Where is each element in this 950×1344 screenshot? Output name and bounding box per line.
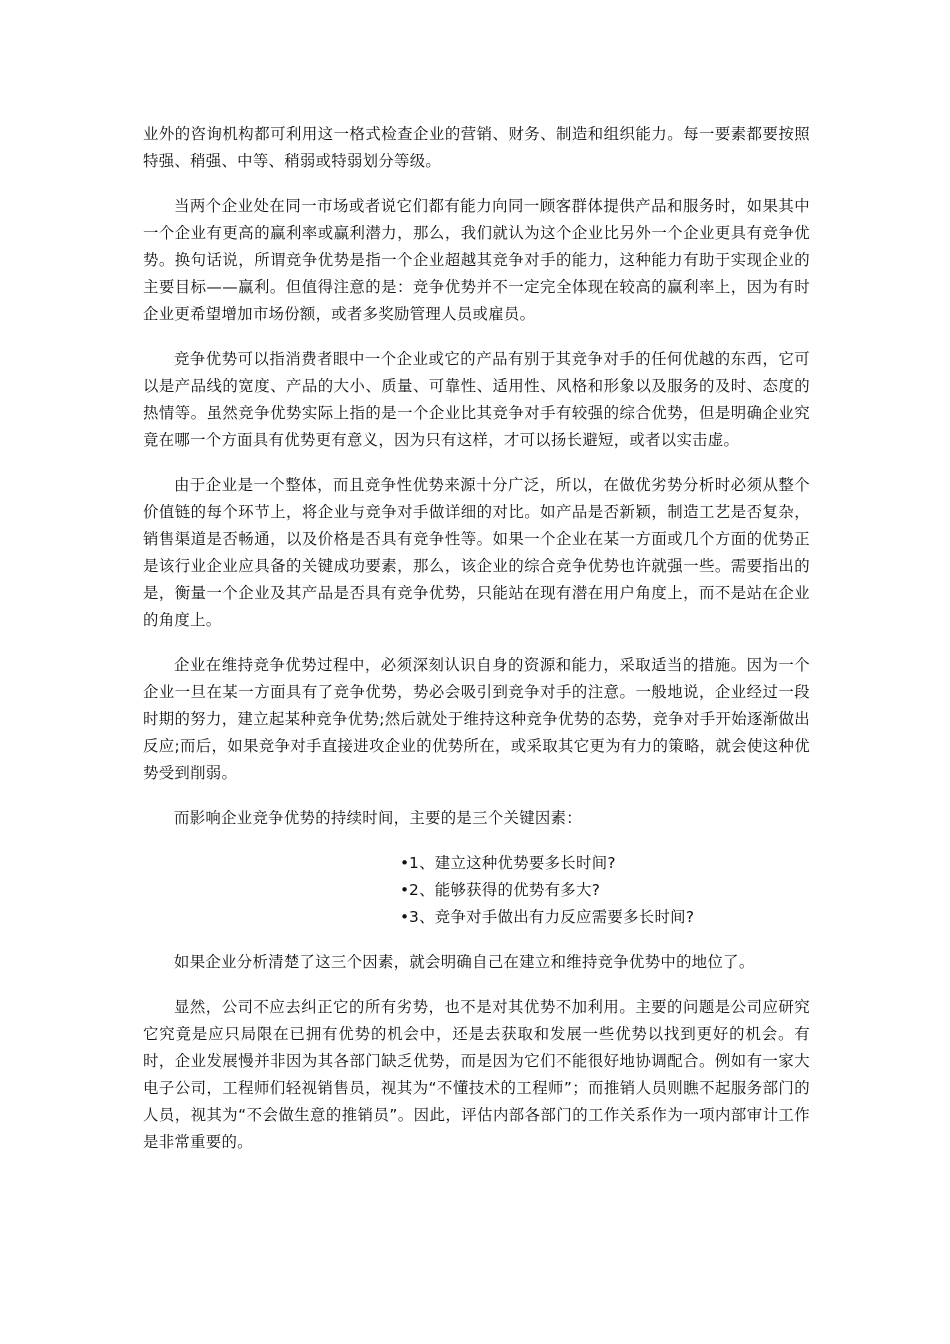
paragraph-5: 企业在维持竞争优势过程中，必须深刻认识自身的资源和能力，采取适当的措施。因为一个企业一旦在某一方面具有了竞争优势，势必会吸引到竞争对手的注意。一般地说，企业经过一段时期的努力，建立起某种竞争优势;然后就处于维持这种竞争优势的态势，竞争对手开始逐渐做出反应;而后，如果竞争对手直接进攻企业的优势所在，或采取其它更为有力的策略，就会使这种优势受到削弱。 xyxy=(143,656,810,782)
paragraph-7: 如果企业分析清楚了这三个因素，就会明确自己在建立和维持竞争优势中的地位了。 xyxy=(174,953,755,971)
paragraph-6: 而影响企业竞争优势的持续时间，主要的是三个关键因素： xyxy=(174,809,582,827)
paragraph-1: 业外的咨询机构都可利用这一格式检查企业的营销、财务、制造和组织能力。每一要素都要按照特强、稍强、中等、稍弱或特弱划分等级。 xyxy=(143,125,810,170)
list-item xyxy=(400,877,810,904)
bullet-icon: • xyxy=(400,908,410,926)
document-page xyxy=(143,121,810,1156)
list-item xyxy=(400,904,810,931)
paragraph-8: 显然，公司不应去纠正它的所有劣势，也不是对其优势不加利用。主要的问题是公司应研究它究竟是应只局限在已拥有优势的机会中，还是去获取和发展一些优势以找到更好的机会。有时，企业发展慢并非因为其各部门缺乏优势，而是因为它们不能很好地协调配合。例如有一家大电子公司，工程师们轻视销售员，视其为“不懂技术的工程师”；而推销人员则瞧不起服务部门的人员，视其为“不会做生意的推销员”。因此，评估内部各部门的工作关系作为一项内部审计工作是非常重要的。 xyxy=(143,998,810,1151)
list-item-text: 2、能够获得的优势有多大? xyxy=(409,881,601,899)
paragraph-4: 由于企业是一个整体，而且竞争性优势来源十分广泛，所以，在做优劣势分析时必须从整个价值链的每个环节上，将企业与竞争对手做详细的对比。如产品是否新颖，制造工艺是否复杂，销售渠道是否畅通，以及价格是否具有竞争性等。如果一个企业在某一方面或几个方面的优势正是该行业企业应具备的关键成功要素，那么，该企业的综合竞争优势也许就强一些。需要指出的是，衡量一个企业及其产品是否具有竞争优势，只能站在现有潜在用户角度上，而不是站在企业的角度上。 xyxy=(143,476,810,629)
list-item xyxy=(400,850,810,877)
bullet-icon: • xyxy=(400,854,410,872)
list-item-text: 1、建立这种优势要多长时间? xyxy=(409,854,616,872)
paragraph-2: 当两个企业处在同一市场或者说它们都有能力向同一顾客群体提供产品和服务时，如果其中一个企业有更高的赢利率或赢利潜力，那么，我们就认为这个企业比另外一个企业更具有竞争优势。换句话说，所谓竞争优势是指一个企业超越其竞争对手的能力，这种能力有助于实现企业的主要目标——赢利。但值得注意的是：竞争优势并不一定完全体现在较高的赢利率上，因为有时企业更希望增加市场份额，或者多奖励管理人员或雇员。 xyxy=(143,197,810,323)
paragraph-3: 竞争优势可以指消费者眼中一个企业或它的产品有别于其竞争对手的任何优越的东西，它可以是产品线的宽度、产品的大小、质量、可靠性、适用性、风格和形象以及服务的及时、态度的热情等。虽然竞争优势实际上指的是一个企业比其竞争对手有较强的综合优势，但是明确企业究竟在哪一个方面具有优势更有意义，因为只有这样，才可以扬长避短，或者以实击虚。 xyxy=(143,350,810,449)
bullet-icon: • xyxy=(400,881,410,899)
list-item-text: 3、竞争对手做出有力反应需要多长时间? xyxy=(409,908,695,926)
key-factors-list xyxy=(143,850,810,931)
